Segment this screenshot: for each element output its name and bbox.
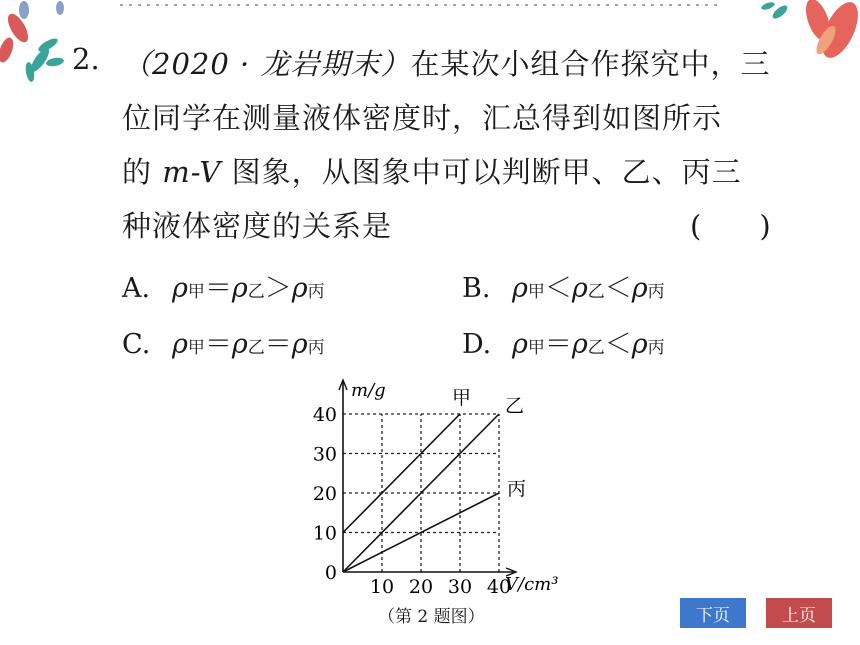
operator: ＜ — [604, 273, 632, 304]
rho-symbol: ρ — [631, 273, 648, 304]
option-c[interactable] — [122, 322, 325, 361]
operator: ＝ — [204, 329, 232, 360]
subscript: 丙 — [647, 282, 665, 302]
operator: ＜ — [544, 273, 572, 304]
option-b[interactable] — [462, 266, 665, 305]
subscript: 乙 — [587, 338, 605, 358]
option-a-label: A. — [122, 273, 151, 304]
operator: ＜ — [604, 329, 632, 360]
option-d-label: D. — [462, 329, 492, 360]
subscript: 甲 — [187, 338, 205, 358]
subscript: 丙 — [647, 338, 665, 358]
next-page-button[interactable]: 下页 — [680, 598, 746, 628]
x-tick-label: 10 — [369, 576, 395, 598]
x-axis-label: V/cm³ — [505, 574, 559, 595]
question-line-1 — [122, 42, 770, 83]
option-d[interactable] — [462, 322, 665, 361]
subscript: 乙 — [247, 338, 265, 358]
question-source: （2020 · 龙岩期末） — [122, 47, 411, 81]
mv-variable: m-V — [162, 155, 222, 189]
question-text-1: 在某次小组合作探究中，三 — [410, 47, 771, 81]
x-tick-label: 20 — [408, 576, 434, 598]
answer-parentheses: ( ) — [690, 209, 771, 243]
subscript: 丙 — [307, 338, 325, 358]
subscript: 丙 — [307, 282, 325, 302]
subscript: 甲 — [527, 338, 545, 358]
operator: ＝ — [204, 273, 232, 304]
option-c-label: C. — [122, 329, 151, 360]
subscript: 甲 — [187, 282, 205, 302]
rho-symbol: ρ — [172, 329, 188, 360]
operator: ＝ — [264, 329, 292, 360]
rho-symbol: ρ — [291, 273, 308, 304]
rho-symbol: ρ — [571, 329, 588, 360]
x-tick-label: 30 — [447, 576, 473, 598]
series-label: 乙 — [505, 395, 525, 417]
question-number: 2. — [72, 42, 100, 76]
rho-symbol: ρ — [571, 273, 588, 304]
question-text-3b: 图象，从图象中可以判断甲、乙、丙三 — [221, 155, 742, 189]
rho-symbol: ρ — [512, 329, 528, 360]
series-line-1 — [343, 414, 460, 533]
operator: ＝ — [544, 329, 572, 360]
question-text-3a: 的 — [122, 155, 163, 189]
rho-symbol: ρ — [172, 273, 188, 304]
x-tick-label: 40 — [486, 576, 512, 598]
operator: ＞ — [264, 273, 292, 304]
rho-symbol: ρ — [631, 329, 648, 360]
option-a[interactable] — [122, 266, 325, 305]
question-line-4: 种液体密度的关系是 — [122, 209, 393, 243]
y-tick-label: 20 — [312, 483, 337, 505]
y-tick-label: 30 — [312, 443, 337, 466]
y-axis-label: m/g — [351, 380, 386, 401]
top-dotted-border — [40, 0, 810, 14]
subscript: 乙 — [247, 282, 265, 302]
series-label: 甲 — [452, 387, 472, 409]
subscript: 乙 — [587, 282, 605, 302]
rho-symbol: ρ — [231, 273, 248, 304]
series-label: 丙 — [507, 478, 527, 500]
y-tick-label: 40 — [312, 404, 337, 426]
mv-graph — [300, 378, 590, 598]
question-line-2: 位同学在测量液体密度时，汇总得到如图所示 — [122, 101, 723, 135]
y-tick-label: 0 — [324, 562, 337, 584]
rho-symbol: ρ — [231, 329, 248, 360]
subscript: 甲 — [527, 282, 545, 302]
rho-symbol: ρ — [291, 329, 308, 360]
prev-page-button[interactable]: 上页 — [766, 598, 832, 628]
question-line-3 — [122, 150, 742, 191]
figure-caption: （第 2 题图） — [378, 607, 485, 627]
y-tick-label: 10 — [312, 522, 337, 545]
rho-symbol: ρ — [512, 273, 528, 304]
option-b-label: B. — [462, 273, 491, 304]
